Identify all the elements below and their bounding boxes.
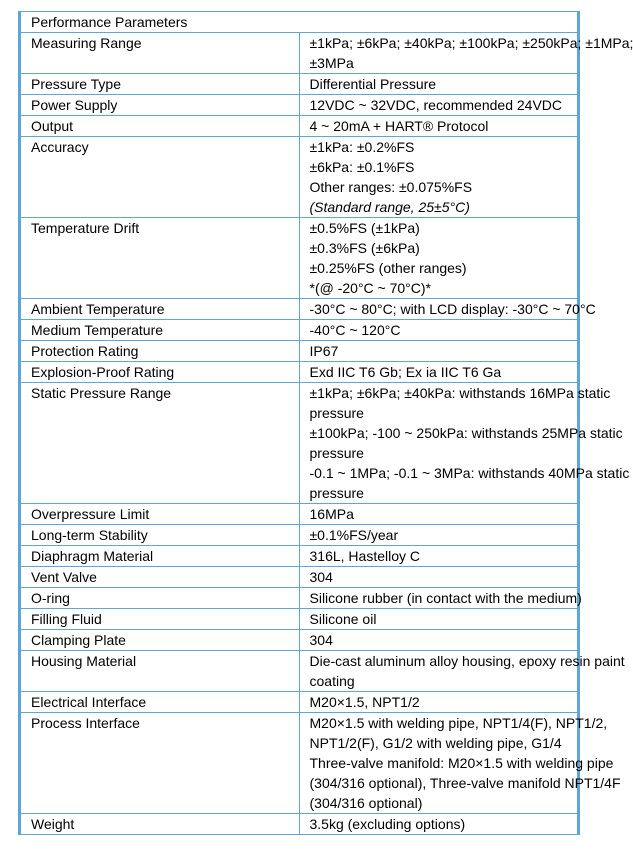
param-value [299,74,578,95]
param-name: Measuring Range [21,33,300,74]
param-value-line: pressure [309,445,364,461]
param-value [299,341,578,362]
param-name: Process Interface [21,713,300,814]
table-row [21,362,578,383]
param-value-line: pressure [309,405,364,421]
param-value-line: -30°C ~ 80°C; with LCD display: -30°C ~ 70°C [309,301,596,317]
param-value-line: 304 [309,632,333,648]
param-value [299,362,578,383]
param-name: Overpressure Limit [21,504,300,525]
param-value-line: 3.5kg (excluding options) [309,816,466,832]
table-row [21,504,578,525]
param-value-line: ±100kPa; -100 ~ 250kPa: withstands 25MPa static [309,425,623,441]
table-row [21,713,578,814]
param-value-line: (304/316 optional) [309,795,423,811]
param-name: Static Pressure Range [21,383,300,504]
param-value-line: (304/316 optional), Three-valve manifold NPT1/4F [309,775,621,791]
table-row [21,320,578,341]
table-row [21,33,578,74]
param-name: Long-term Stability [21,525,300,546]
table-row [21,341,578,362]
param-value-line: IP67 [309,343,339,359]
param-name: Medium Temperature [21,320,300,341]
param-name: Diaphragm Material [21,546,300,567]
table-row [21,218,578,299]
param-value-line: (Standard range, 25±5°C) [309,199,470,215]
param-value [299,504,578,525]
param-value-line: -0.1 ~ 1MPa; -0.1 ~ 3MPa: withstands 40MPa static [309,465,630,481]
spec-table-frame [18,11,633,835]
param-value [299,651,625,692]
param-value-line: 4 ~ 20mA + HART® Protocol [309,118,489,134]
param-value-line: ±1kPa; ±6kPa; ±40kPa: withstands 16MPa static [309,385,611,401]
param-value [299,567,578,588]
param-value [299,525,578,546]
table-row [21,74,578,95]
table-row [21,651,578,692]
param-value-line: ±6kPa: ±0.1%FS [309,159,415,175]
param-value [299,383,630,504]
table-row [21,525,578,546]
table-row [21,137,578,218]
param-value-line: pressure [309,485,364,501]
param-value-line: Silicone oil [309,611,377,627]
param-value-line: ±0.1%FS/year [309,527,399,543]
param-value-line: Other ranges: ±0.075%FS [309,179,473,195]
param-value [299,320,578,341]
performance-parameters-table [20,11,633,835]
param-value-line: *(@ -20°C ~ 70°C)* [309,280,432,296]
param-value [299,814,578,835]
param-value [299,609,578,630]
table-row [21,588,578,609]
table-header-row [21,12,578,33]
param-value-line: M20×1.5, NPT1/2 [309,694,420,710]
param-name: Explosion-Proof Rating [21,362,300,383]
table-row [21,116,578,137]
param-name: Ambient Temperature [21,299,300,320]
param-value-line: ±0.5%FS (±1kPa) [309,220,420,236]
param-value-line: M20×1.5 with welding pipe, NPT1/4(F), NPT1/2, [309,715,608,731]
param-value [299,299,596,320]
table-row [21,692,578,713]
param-value-line: ±0.3%FS (±6kPa) [309,240,420,256]
param-value-line: Exd IIC T6 Gb; Ex ia IIC T6 Ga [309,364,502,380]
param-name: O-ring [21,588,300,609]
param-value-line: coating [309,673,355,689]
param-value [299,33,633,74]
param-value-line: Silicone rubber (in contact with the medium) [309,590,582,606]
param-value-line: 304 [309,569,333,585]
param-name: Vent Valve [21,567,300,588]
table-row [21,814,578,835]
param-value-line: Differential Pressure [309,76,437,92]
param-name: Output [21,116,300,137]
table-row [21,546,578,567]
param-value-line: 16MPa [309,506,354,522]
param-value [299,588,582,609]
param-value-line: 12VDC ~ 32VDC, recommended 24VDC [309,97,563,113]
param-value [299,218,578,299]
param-name: Pressure Type [21,74,300,95]
param-value-line: ±1kPa; ±6kPa; ±40kPa; ±100kPa; ±250kPa; ±1MPa; [309,35,633,51]
table-row [21,383,578,504]
param-value-line: -40°C ~ 120°C [309,322,401,338]
param-value [299,692,578,713]
param-value [299,116,578,137]
param-name: Electrical Interface [21,692,300,713]
param-value-line: ±1kPa: ±0.2%FS [309,139,415,155]
table-row [21,299,578,320]
param-name: Weight [21,814,300,835]
table-body [21,12,633,835]
table-row [21,609,578,630]
param-value [299,630,578,651]
param-name: Protection Rating [21,341,300,362]
param-value-line: ±3MPa [309,55,354,71]
param-name: Power Supply [21,95,300,116]
param-value-line: Three-valve manifold: M20×1.5 with welding pipe [309,755,614,771]
param-name: Filling Fluid [21,609,300,630]
param-value [299,713,621,814]
param-value-line: ±0.25%FS (other ranges) [309,260,467,276]
param-name: Housing Material [21,651,300,692]
param-value [299,546,578,567]
param-value [299,95,578,116]
param-name: Clamping Plate [21,630,300,651]
param-value [299,137,578,218]
table-title: Performance Parameters [21,12,578,33]
table-row [21,567,578,588]
param-name: Accuracy [21,137,300,218]
param-name: Temperature Drift [21,218,300,299]
table-row [21,630,578,651]
param-value-line: Die-cast aluminum alloy housing, epoxy resin paint [309,653,625,669]
param-value-line: NPT1/2(F), G1/2 with welding pipe, G1/4 [309,735,562,751]
param-value-line: 316L, Hastelloy C [309,548,421,564]
table-row [21,95,578,116]
